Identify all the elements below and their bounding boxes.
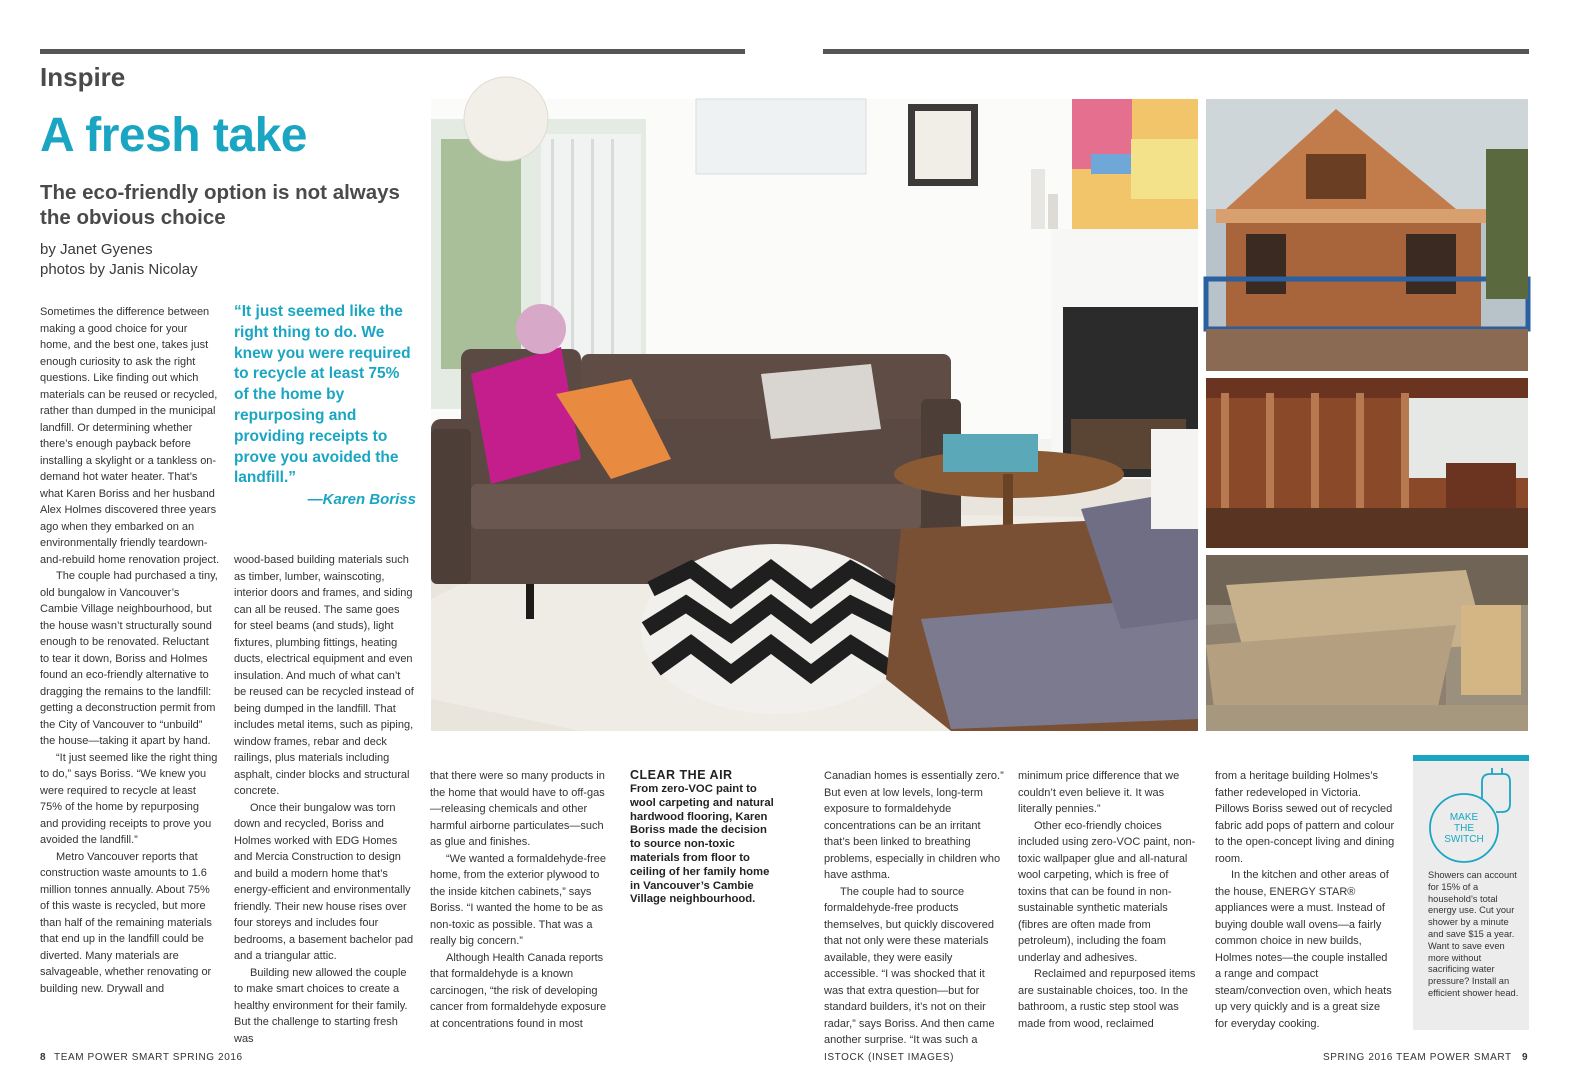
- photo-credit: ISTOCK (INSET IMAGES): [824, 1052, 955, 1063]
- paragraph: Reclaimed and repurposed items are sustainable choices, too. In the bathroom, a rustic step stool was made from wood, reclaimed: [1018, 968, 1196, 1030]
- badge-line-2: THE: [1454, 823, 1474, 834]
- badge-line-3: SWITCH: [1444, 834, 1484, 845]
- page-number-right: 9: [1522, 1052, 1529, 1063]
- paragraph: In the kitchen and other areas of the house, ENERGY STAR® appliances were a must. Instead of buying double wall ovens—a fairly common choice in new builds, Holmes notes—the couple installed a range and compact steam/convection oven, which heats up very quickly and is a great size for everyday cooking.: [1215, 869, 1392, 1030]
- paragraph: Once their bungalow was torn down and recycled, Boriss and Holmes worked with EDG Homes and Mercia Construction to design and build a modern home that’s energy-efficient and environmentally friendly. Their new house rises over four storeys and includes four bedrooms, a basement bachelor pad and a triangular attic.: [234, 801, 414, 962]
- body-column-5: [1018, 768, 1198, 1034]
- paragraph: Sometimes the difference between making a good choice for your home, and the best one, takes just enough curiosity to ask the right questions. Like finding out which materials can be reused or recycled, rather than dumped in the municipal landfill. Or determining whether there’s enough payback before installing a skylight or a tankless on-demand hot water heater. That’s what Karen Boriss and her husband Alex Holmes discovered three years ago when they embarked on an environmentally friendly teardown-and-rebuild home renovation project.: [40, 306, 220, 566]
- body-column-1: [40, 304, 220, 1034]
- body-column-2: [234, 552, 414, 1045]
- sidebar-tip-text: Showers can account for 15% of a household’s total energy use. Cut your shower by a minute and save $15 a year. Want to save even more without sacrificing water pressure? Install an efficient shower head.: [1428, 870, 1519, 998]
- plug-icon: [1422, 764, 1522, 864]
- paragraph: wood-based building materials such as timber, lumber, wainscoting, interior doors and frames, and siding can all be reused. The same goes for steel beams (and studs), light fixtures, plumbing fittings, heating ducts, electrical equipment and even insulation. And much of what can’t be reused can be recycled instead of being dumped in the landfill. That includes metal items, such as piping, window frames, rebar and deck railings, plus materials including asphalt, cinder blocks and structural concrete.: [234, 554, 414, 797]
- page-number-left: 8: [40, 1052, 47, 1063]
- paragraph: that there were so many products in the home that would have to off-gas—releasing chemicals and other harmful airborne particulates—such as glue and finishes.: [430, 770, 605, 848]
- paragraph: from a heritage building Holmes’s father redeveloped in Victoria. Pillows Boriss sewed out of recycled fabric add pops of pattern and colour to the open-concept living and dining room.: [1215, 770, 1395, 865]
- badge-line-1: MAKE: [1449, 812, 1479, 823]
- paragraph: The couple had purchased a tiny, old bungalow in Vancouver’s Cambie Village neighbourhood, but the house wasn’t structurally sound enough to be renovated. Reluctant to tear it down, Boriss and Holmes found an eco-friendly alternative to dragging the remains to the landfill: getting a deconstruction permit from the City of Vancouver to “unbuild” the house—taking it apart by hand.: [40, 570, 218, 747]
- paragraph: Although Health Canada reports that formaldehyde is a known carcinogen, “the risk of developing cancer from formaldehyde exposure at concentrations found in most: [430, 951, 607, 1030]
- footer-right: SPRING 2016 TEAM POWER SMART: [1323, 1052, 1512, 1063]
- house-frame-photo: [1206, 99, 1528, 371]
- living-room-photo: [431, 99, 1198, 731]
- paragraph: Other eco-friendly choices included using zero-VOC paint, non-toxic wallpaper glue and all-natural wool carpeting, which is free of toxins that can be found in non-sustainable synthetic materials (fibres are often made from petroleum), including the foam underlay and adhesives.: [1018, 819, 1196, 964]
- byline-photos: photos by Janis Nicolay: [40, 261, 198, 278]
- footer-left: TEAM POWER SMART SPRING 2016: [54, 1052, 243, 1063]
- caption-heading: CLEAR THE AIR: [630, 768, 733, 782]
- paragraph: minimum price difference that we couldn’t even believe it. It was literally pennies.”: [1018, 770, 1180, 815]
- byline-author: by Janet Gyenes: [40, 241, 153, 258]
- paragraph: “It just seemed like the right thing to do,” says Boriss. “We knew you were required to recycle at least 75% of the home by repurposing and providing receipts to prove you avoided the landfill.”: [40, 751, 218, 846]
- body-column-3: [430, 768, 612, 1034]
- body-column-6: [1215, 768, 1395, 1034]
- pull-quote: “It just seemed like the right thing to do. We knew you were required to recycle at least 75% of the home by repurposing and providing receipts to prove you avoided the landfill.”: [234, 303, 411, 487]
- article-deck: The eco-friendly option is not always the obvious choice: [40, 181, 400, 229]
- body-column-4: [824, 768, 1004, 1046]
- paragraph: Canadian homes is essentially zero.” But even at low levels, long-term exposure to formaldehyde concentrations can be an irritant that’s been linked to breathing problems, especially in children who have asthma.: [824, 770, 1004, 881]
- interior-framing-photo: [1206, 378, 1528, 548]
- paragraph: The couple had to source formaldehyde-free products themselves, but quickly discovered that not only were these materials available, they were easily accessible. “I was shocked that it was that extra question—but for standard builders, it’s not on their radar,” says Boriss. And then came another surprise. “It was such a: [824, 885, 995, 1046]
- paragraph: Building new allowed the couple to make smart choices to create a healthy environment for their family. But the challenge to starting fresh was: [234, 966, 408, 1045]
- top-rule-left: [40, 49, 745, 54]
- paragraph: “We wanted a formaldehyde-free home, from the exterior plywood to the inside kitchen cabinets,” says Boriss. “I wanted the home to be as non-toxic as possible. That was a really big concern.”: [430, 852, 606, 947]
- salvage-bin-photo: [1206, 555, 1528, 731]
- section-label: Inspire: [40, 62, 126, 92]
- caption-body: From zero-VOC paint to wool carpeting and natural hardwood flooring, Karen Boriss made the decision to source non-toxic materials from floor to ceiling of her family home in Vancouver’s Cambie Village neighbourhood.: [630, 783, 774, 906]
- paragraph: Metro Vancouver reports that construction waste amounts to 1.6 million tonnes annually. About 75% of this waste is recycled, but more than half of the remaining materials that end up in the landfill could be diverted. Many materials are salvageable, whether renovating or building new. Drywall and: [40, 850, 212, 995]
- sidebar-accent-bar: [1413, 755, 1529, 761]
- pull-quote-attribution: —Karen Boriss: [307, 491, 416, 508]
- article-title: A fresh take: [40, 109, 307, 162]
- top-rule-right: [823, 49, 1529, 54]
